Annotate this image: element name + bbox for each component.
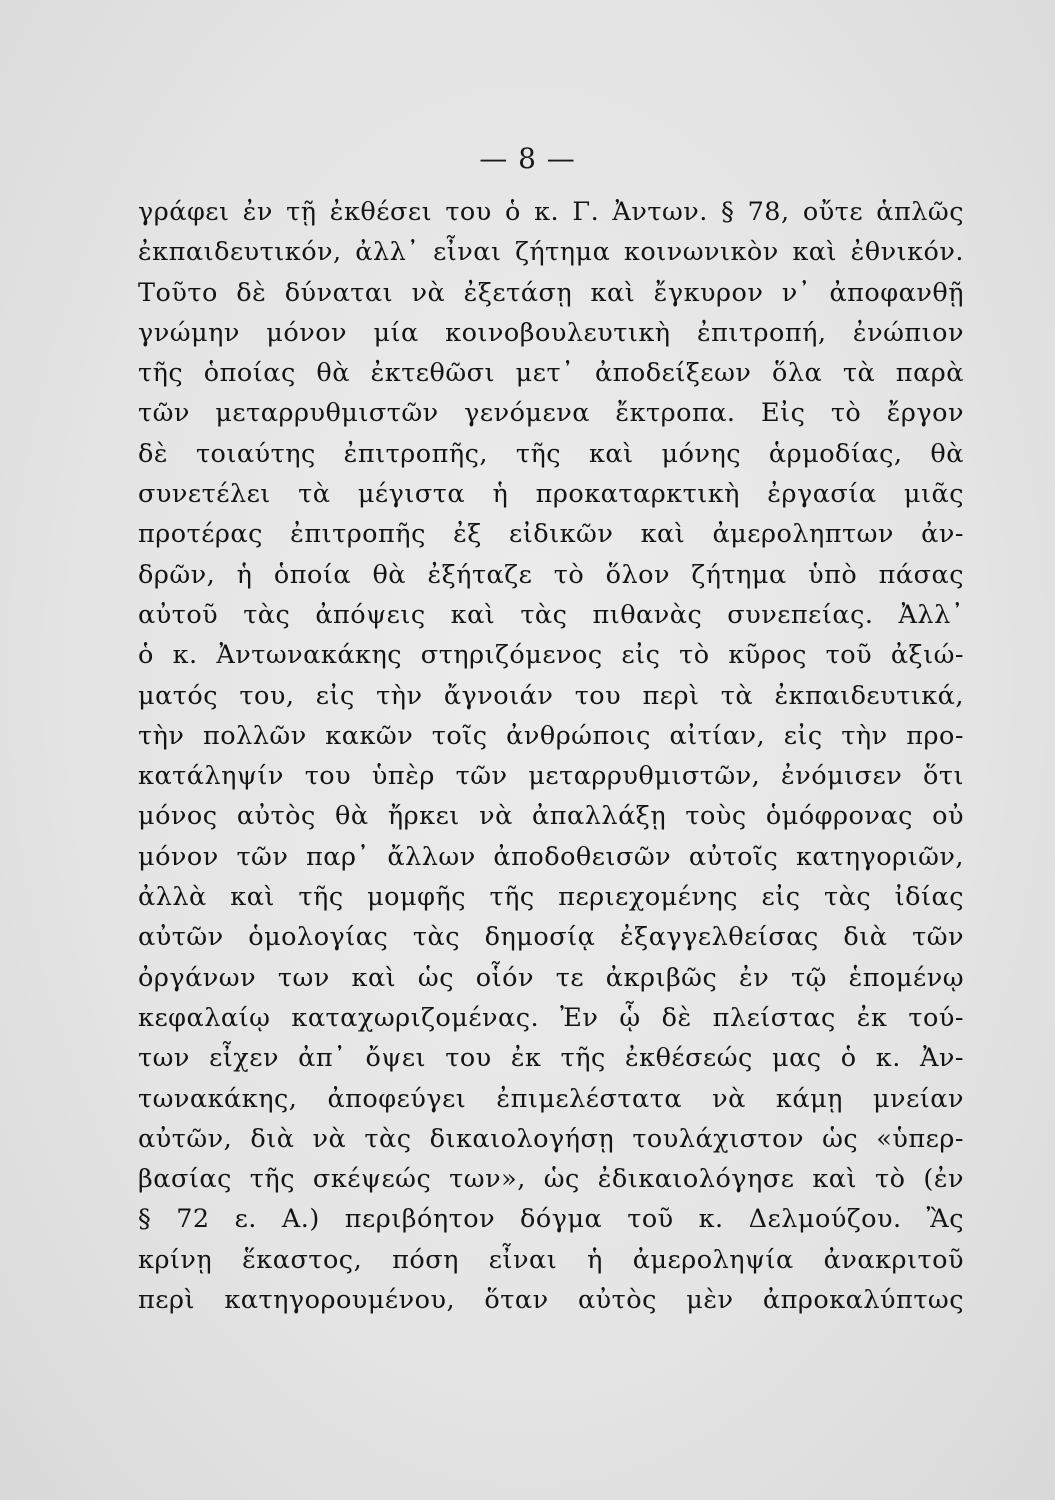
text-line: γράφει ἐν τῇ ἐκθέσει του ὁ κ. Γ. Ἀντων. § 78, οὔτε ἁπλῶς xyxy=(138,197,964,227)
text-line: ὀργάνων των καὶ ὡς οἷόν τε ἀκριβῶς ἐν τῷ ἑπομένῳ xyxy=(138,962,964,993)
text-line: αὐτῶν ὁμολογίας τὰς δημοσίᾳ ἐξαγγελθείσας διὰ τῶν xyxy=(138,922,964,953)
text-line: κρίνῃ ἕκαστος, πόση εἶναι ἡ ἀμεροληψία ἀνακριτοῦ xyxy=(138,1244,964,1275)
text-line: τῶν μεταρρυθμιστῶν γενόμενα ἔκτροπα. Εἰς τὸ ἔργον xyxy=(138,398,964,429)
text-line: αὐτῶν, διὰ νὰ τὰς δικαιολογήσῃ τουλάχιστον ὡς «ὑπερ- xyxy=(138,1123,964,1154)
body-text xyxy=(138,192,964,1320)
text-line: κατάληψίν του ὑπὲρ τῶν μεταρρυθμιστῶν, ἐνόμισεν ὅτι xyxy=(138,761,964,792)
text-line: ματός του, εἰς τὴν ἄγνοιάν του περὶ τὰ ἐκπαιδευτικά, xyxy=(138,680,964,711)
text-line: τωνακάκης, ἀποφεύγει ἐπιμελέστατα νὰ κάμῃ μνείαν xyxy=(138,1083,964,1114)
text-line: δὲ τοιαύτης ἐπιτροπῆς, τῆς καὶ μόνης ἁρμοδίας, θὰ xyxy=(138,438,964,469)
text-line: ἐκπαιδευτικόν, ἀλλ᾽ εἶναι ζήτημα κοινωνικὸν καὶ ἐθνικόν. xyxy=(138,237,964,268)
text-line: βασίας τῆς σκέψεώς των», ὡς ἐδικαιολόγησε καὶ τὸ (ἐν xyxy=(138,1164,964,1195)
text-line: τὴν πολλῶν κακῶν τοῖς ἀνθρώποις αἰτίαν, εἰς τὴν προ- xyxy=(138,720,964,751)
text-line: συνετέλει τὰ μέγιστα ἡ προκαταρκτικὴ ἐργασία μιᾶς xyxy=(138,479,964,510)
page-number: — 8 — xyxy=(479,142,576,175)
text-line: μόνον τῶν παρ᾽ ἄλλων ἀποδοθεισῶν αὐτοῖς κατηγοριῶν, xyxy=(138,841,964,872)
text-line: γνώμην μόνον μία κοινοβουλευτικὴ ἐπιτροπή, ἐνώπιον xyxy=(138,317,964,348)
text-line: μόνος αὐτὸς θὰ ἤρκει νὰ ἀπαλλάξῃ τοὺς ὁμόφρονας οὐ xyxy=(138,801,964,832)
text-line: προτέρας ἐπιτροπῆς ἐξ εἰδικῶν καὶ ἀμεροληπτων ἀν- xyxy=(138,519,964,550)
text-line: Τοῦτο δὲ δύναται νὰ ἐξετάσῃ καὶ ἔγκυρον ν᾽ ἀποφανθῇ xyxy=(138,277,964,308)
text-line: § 72 ε. Α.) περιβόητον δόγμα τοῦ κ. Δελμούζου. Ἂς xyxy=(138,1204,964,1235)
text-line: των εἶχεν ἀπ᾽ ὄψει του ἐκ τῆς ἐκθέσεώς μας ὁ κ. Ἀν- xyxy=(138,1043,964,1074)
text-line: τῆς ὁποίας θὰ ἐκτεθῶσι μετ᾽ ἀποδείξεων ὅλα τὰ παρὰ xyxy=(138,358,964,389)
text-line: κεφαλαίῳ καταχωριζομένας. Ἐν ᾧ δὲ πλείστας ἐκ τού- xyxy=(138,1002,964,1033)
text-line: ἀλλὰ καὶ τῆς μομφῆς τῆς περιεχομένης εἰς τὰς ἰδίας xyxy=(138,882,964,913)
text-line: δρῶν, ἡ ὁποία θὰ ἐξήταζε τὸ ὅλον ζήτημα ὑπὸ πάσας xyxy=(138,559,964,590)
text-line: αὐτοῦ τὰς ἀπόψεις καὶ τὰς πιθανὰς συνεπείας. Ἀλλ᾽ xyxy=(138,599,964,630)
text-line: ὁ κ. Ἀντωνακάκης στηριζόμενος εἰς τὸ κῦρος τοῦ ἀξιώ- xyxy=(138,640,964,671)
text-line: περὶ κατηγορουμένου, ὅταν αὐτὸς μὲν ἀπροκαλύπτως xyxy=(138,1285,964,1316)
